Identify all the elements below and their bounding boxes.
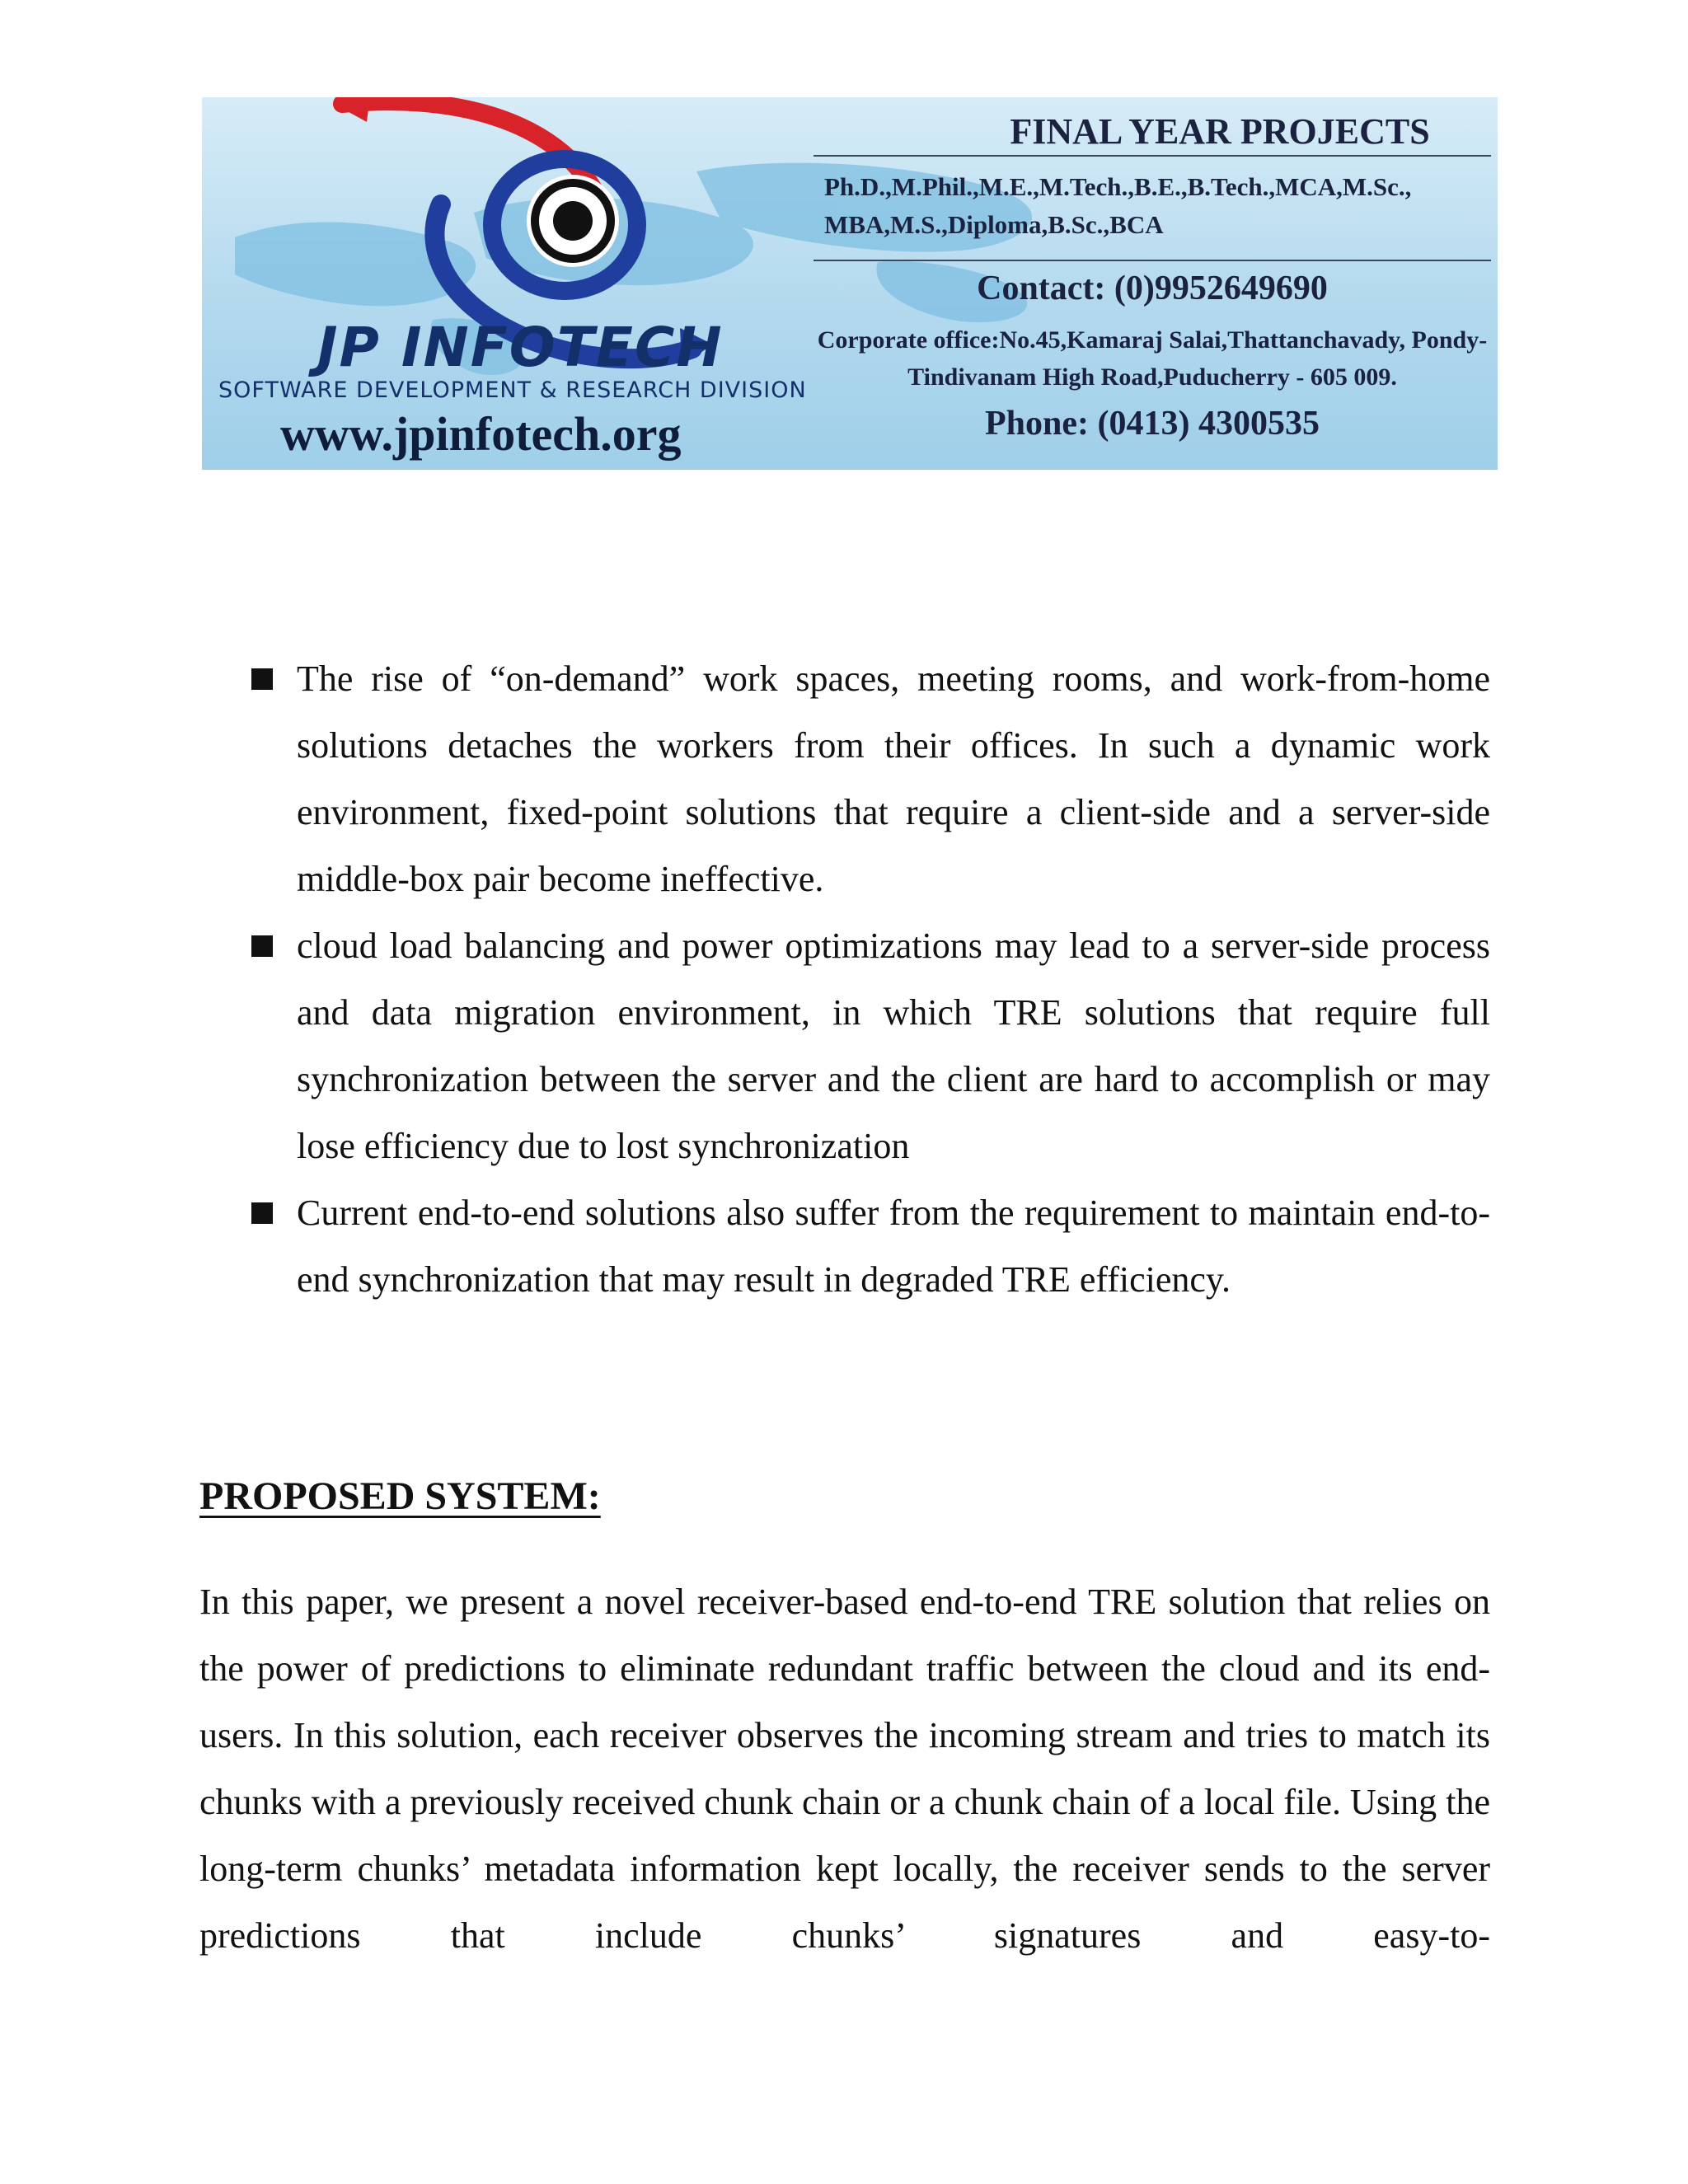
brand-name: JP INFOTECH (317, 316, 724, 379)
section-heading: PROPOSED SYSTEM: (199, 1474, 601, 1518)
bullet-text: cloud load balancing and power optimizations may lead to a server-side process and data migration environment, in which TRE solutions that require full synchronization between the server and the client are hard to accomplish or may lose efficiency due to lost synchronization (297, 926, 1490, 1166)
bullet-text: Current end-to-end solutions also suffer from the requirement to maintain end-to-end synchronization that may result in degraded TRE efficiency. (297, 1193, 1490, 1300)
phone-number: Phone: (0413) 4300535 (985, 405, 1320, 443)
bullet-text: The rise of “on-demand” work spaces, meeting rooms, and work-from-home solutions detaches the workers from their offices. In such a dynamic work environment, fixed-point solutions that require a client-side and a server-side middle-box pair become ineffective. (297, 658, 1490, 899)
section-paragraph: In this paper, we present a novel receiver-based end-to-end TRE solution that relies on the power of predictions to eliminate redundant traffic between the cloud and its end-users. In this solution, each receiver observes the incoming stream and tries to match its chunks with a previously received chunk chain or a chunk chain of a local file. Using the long-term chunks’ metadata information kept locally, the receiver sends to the server predictions that include chunks’ signatures and easy-to- (199, 1582, 1490, 1956)
office-address: Corporate office:No.45,Kamaraj Salai,Thattanchavady, Pondy-Tindivanam High Road,Puducherry - 605 009. (817, 326, 1488, 391)
division-tagline: SOFTWARE DEVELOPMENT & RESEARCH DIVISION (218, 377, 807, 403)
square-bullet-icon (251, 668, 273, 690)
list-item (247, 1179, 1490, 1313)
bullet-list (247, 645, 1490, 1313)
degrees-list: Ph.D.,M.Phil.,M.E.,M.Tech.,B.E.,B.Tech.,MCA,M.Sc., MBA,M.S.,Diploma,B.Sc.,BCA (824, 172, 1412, 239)
website-link[interactable]: www.jpinfotech.org (280, 407, 682, 461)
banner-title: FINAL YEAR PROJECTS (1010, 111, 1430, 152)
list-item (247, 912, 1490, 1179)
square-bullet-icon (251, 1202, 273, 1224)
list-item (247, 645, 1490, 912)
header-banner (202, 97, 1498, 470)
square-bullet-icon (251, 935, 273, 957)
banner-divider (814, 155, 1491, 157)
contact-number: Contact: (0)9952649690 (977, 269, 1328, 307)
banner-divider (814, 260, 1491, 261)
